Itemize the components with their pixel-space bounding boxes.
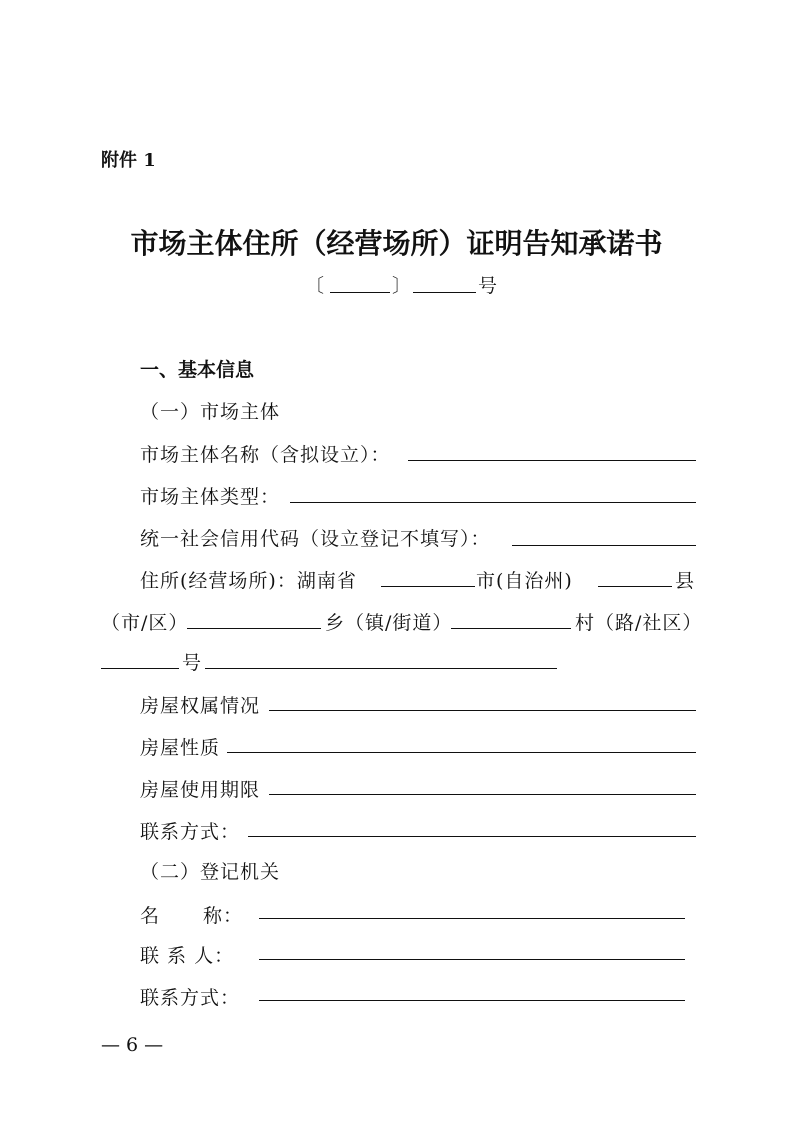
authority-contact-label: 联系方式： [140,987,241,1009]
address-county-label: 县 [675,570,696,592]
credit-code-label: 统一社会信用代码（设立登记不填写）： [140,528,491,550]
address-number-label: 号 [182,652,203,674]
page-number: — 6 — [101,1034,164,1056]
authority-name-label-b: 称： [203,905,244,927]
entity-type-label: 市场主体类型： [140,486,281,508]
address-town-label: 乡（镇/街道） [325,612,453,634]
subsection-heading-entity: （一）市场主体 [140,401,281,423]
address-town-blank [451,628,571,629]
credit-code-blank [512,545,696,546]
address-label: 住所(经营场所)：湖南省 [140,570,357,592]
usage-term-label: 房屋使用期限 [140,779,261,801]
entity-type-blank [290,502,696,503]
property-nature-blank [227,752,696,753]
address-number-blank [205,668,557,669]
ownership-label: 房屋权属情况 [140,695,261,717]
subsection-heading-authority: （二）登记机关 [140,861,281,883]
authority-name-blank [259,918,685,919]
doc-number-open-bracket: 〔 [305,275,325,297]
entity-name-label: 市场主体名称（含拟设立）： [140,444,391,466]
doc-number-year-blank [330,292,390,293]
usage-term-blank [269,794,696,795]
doc-number-suffix: 号 [478,275,498,297]
address-district-blank [187,628,321,629]
entity-name-blank [408,460,696,461]
authority-person-blank [259,959,685,960]
attachment-label: 附件 1 [101,150,156,171]
authority-name-label-a: 名 [140,905,161,927]
address-district-label: （市/区） [101,612,189,634]
doc-number-close-bracket: 〕 [392,275,412,297]
address-county-blank [598,586,672,587]
entity-contact-blank [248,836,696,837]
authority-contact-blank [259,1000,685,1001]
address-road-blank [101,668,179,669]
doc-number-serial-blank [413,292,476,293]
address-city-label: 市(自治州) [476,570,573,592]
document-title: 市场主体住所（经营场所）证明告知承诺书 [130,227,663,260]
section-heading-basic-info: 一、基本信息 [140,359,255,381]
authority-person-label: 联 系 人： [140,945,235,967]
address-city-blank [381,586,475,587]
property-nature-label: 房屋性质 [140,737,221,759]
address-village-label: 村（路/社区） [575,612,703,634]
entity-contact-label: 联系方式： [140,821,241,843]
ownership-blank [269,710,696,711]
